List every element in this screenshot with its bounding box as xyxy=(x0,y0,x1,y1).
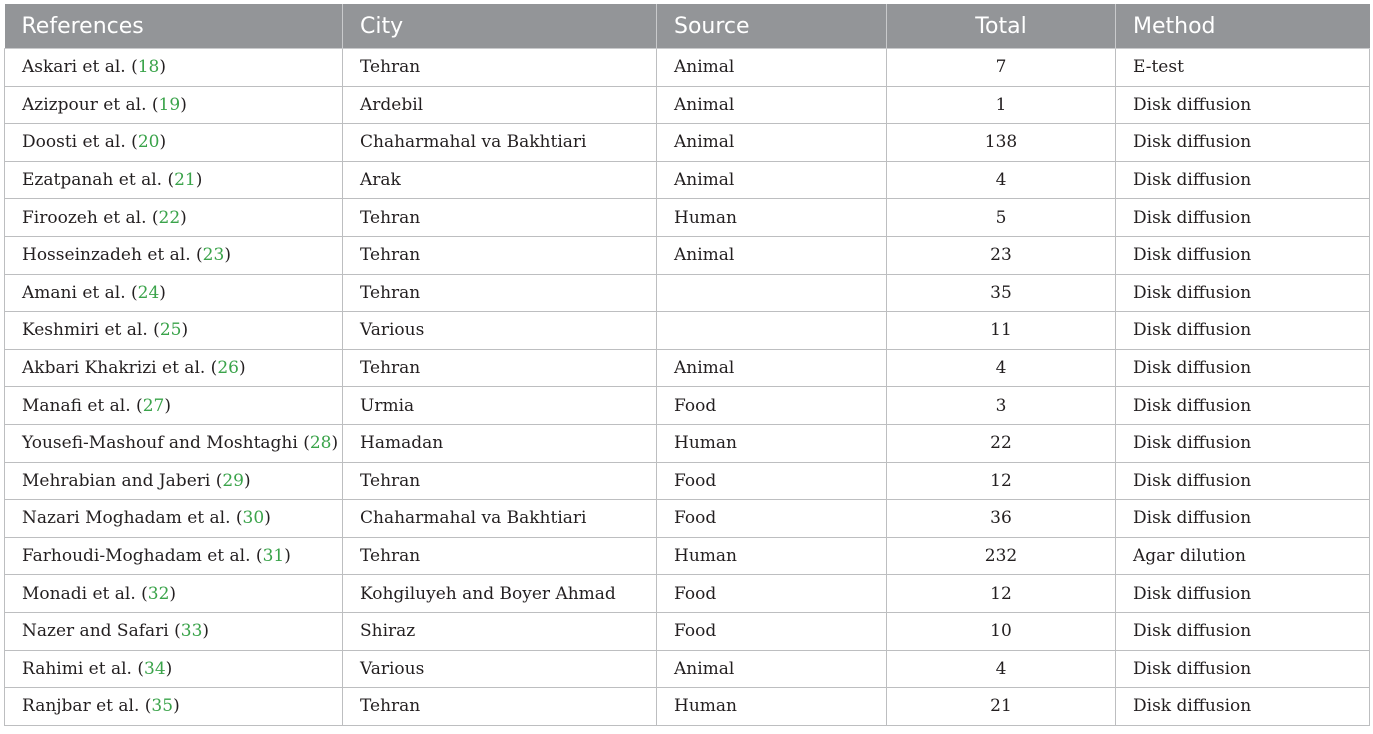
cell-total: 35 xyxy=(887,274,1116,312)
table-row xyxy=(5,462,1370,500)
cell-method: Disk diffusion xyxy=(1116,349,1370,387)
cell-total: 5 xyxy=(887,199,1116,237)
cell-total: 1 xyxy=(887,86,1116,124)
reference-citation-link[interactable]: 23 xyxy=(202,245,225,266)
studies-table xyxy=(4,4,1370,726)
cell-total: 232 xyxy=(887,537,1116,575)
cell-method: Disk diffusion xyxy=(1116,236,1370,274)
reference-author: Manafi et al. xyxy=(22,395,131,416)
cell-total: 7 xyxy=(887,49,1116,87)
cell-reference: Doosti et al. (20) xyxy=(5,124,343,162)
reference-author: Nazer and Safari xyxy=(22,621,169,642)
cell-method: Disk diffusion xyxy=(1116,500,1370,538)
cell-city: Tehran xyxy=(343,49,657,87)
cell-reference: Askari et al. (18) xyxy=(5,49,343,87)
cell-city: Tehran xyxy=(343,537,657,575)
cell-city: Tehran xyxy=(343,688,657,726)
cell-source: Animal xyxy=(657,650,887,688)
cell-method: Agar dilution xyxy=(1116,537,1370,575)
table-header-row xyxy=(5,4,1370,49)
cell-source: Food xyxy=(657,575,887,613)
cell-reference: Keshmiri et al. (25) xyxy=(5,312,343,350)
reference-author: Mehrabian and Jaberi xyxy=(22,470,211,491)
table-row xyxy=(5,575,1370,613)
table-row xyxy=(5,500,1370,538)
cell-city: Chaharmahal va Bakhtiari xyxy=(343,124,657,162)
cell-city: Chaharmahal va Bakhtiari xyxy=(343,500,657,538)
cell-city: Various xyxy=(343,312,657,350)
reference-author: Firoozeh et al. xyxy=(22,207,147,228)
cell-city: Tehran xyxy=(343,274,657,312)
table-row xyxy=(5,86,1370,124)
cell-method: Disk diffusion xyxy=(1116,199,1370,237)
table-row xyxy=(5,650,1370,688)
table-row xyxy=(5,49,1370,87)
reference-citation-link[interactable]: 26 xyxy=(217,358,239,379)
cell-city: Tehran xyxy=(343,236,657,274)
cell-method: Disk diffusion xyxy=(1116,650,1370,688)
cell-source: Human xyxy=(657,537,887,575)
cell-reference: Firoozeh et al. (22) xyxy=(5,199,343,237)
reference-citation-link[interactable]: 32 xyxy=(147,583,170,604)
table-row xyxy=(5,161,1370,199)
reference-citation-link[interactable]: 24 xyxy=(137,282,160,303)
reference-author: Keshmiri et al. xyxy=(22,320,148,341)
table-row xyxy=(5,424,1370,462)
reference-author: Azizpour et al. xyxy=(22,94,147,115)
reference-citation-link[interactable]: 33 xyxy=(180,621,203,642)
cell-method: Disk diffusion xyxy=(1116,575,1370,613)
cell-reference: Hosseinzadeh et al. (23) xyxy=(5,236,343,274)
cell-total: 23 xyxy=(887,236,1116,274)
studies-table-container xyxy=(4,4,1369,726)
reference-author: Askari et al. xyxy=(22,57,126,78)
cell-reference: Akbari Khakrizi et al. (26) xyxy=(5,349,343,387)
cell-total: 12 xyxy=(887,462,1116,500)
reference-citation-link[interactable]: 18 xyxy=(137,57,160,78)
cell-reference: Nazari Moghadam et al. (30) xyxy=(5,500,343,538)
cell-city: Shiraz xyxy=(343,612,657,650)
cell-method: Disk diffusion xyxy=(1116,274,1370,312)
reference-author: Doosti et al. xyxy=(22,132,126,153)
reference-citation-link[interactable]: 22 xyxy=(158,207,181,228)
cell-reference: Farhoudi-Moghadam et al. (31) xyxy=(5,537,343,575)
cell-method: Disk diffusion xyxy=(1116,612,1370,650)
cell-source: Human xyxy=(657,688,887,726)
table-body xyxy=(5,49,1370,726)
cell-total: 4 xyxy=(887,650,1116,688)
cell-total: 11 xyxy=(887,312,1116,350)
cell-reference: Nazer and Safari (33) xyxy=(5,612,343,650)
cell-method: Disk diffusion xyxy=(1116,312,1370,350)
cell-city: Kohgiluyeh and Boyer Ahmad xyxy=(343,575,657,613)
cell-method: E-test xyxy=(1116,49,1370,87)
cell-city: Tehran xyxy=(343,462,657,500)
cell-total: 4 xyxy=(887,349,1116,387)
reference-citation-link[interactable]: 21 xyxy=(174,170,196,191)
reference-author: Akbari Khakrizi et al. xyxy=(22,358,206,379)
reference-citation-link[interactable]: 30 xyxy=(242,508,265,529)
reference-author: Ezatpanah et al. xyxy=(22,170,163,191)
cell-source: Food xyxy=(657,387,887,425)
reference-citation-link[interactable]: 27 xyxy=(142,395,165,416)
cell-city: Hamadan xyxy=(343,424,657,462)
reference-author: Farhoudi-Moghadam et al. xyxy=(22,546,251,567)
cell-source: Food xyxy=(657,500,887,538)
reference-citation-link[interactable]: 19 xyxy=(158,94,181,115)
table-row xyxy=(5,199,1370,237)
cell-city: Tehran xyxy=(343,349,657,387)
cell-total: 10 xyxy=(887,612,1116,650)
column-header-method: Method xyxy=(1116,4,1370,49)
cell-source: Food xyxy=(657,462,887,500)
cell-reference: Rahimi et al. (34) xyxy=(5,650,343,688)
table-row xyxy=(5,537,1370,575)
cell-method: Disk diffusion xyxy=(1116,86,1370,124)
cell-total: 36 xyxy=(887,500,1116,538)
table-row xyxy=(5,312,1370,350)
cell-reference: Monadi et al. (32) xyxy=(5,575,343,613)
reference-author: Yousefi-Mashouf and Moshtaghi xyxy=(22,433,298,454)
cell-method: Disk diffusion xyxy=(1116,462,1370,500)
cell-reference: Amani et al. (24) xyxy=(5,274,343,312)
table-row xyxy=(5,274,1370,312)
cell-source: Animal xyxy=(657,161,887,199)
cell-reference: Ranjbar et al. (35) xyxy=(5,688,343,726)
reference-citation-link[interactable]: 28 xyxy=(309,433,332,454)
cell-reference: Azizpour et al. (19) xyxy=(5,86,343,124)
cell-source: Animal xyxy=(657,49,887,87)
cell-city: Ardebil xyxy=(343,86,657,124)
column-header-source: Source xyxy=(657,4,887,49)
table-row xyxy=(5,349,1370,387)
cell-method: Disk diffusion xyxy=(1116,688,1370,726)
table-row xyxy=(5,688,1370,726)
cell-source: Animal xyxy=(657,124,887,162)
cell-city: Various xyxy=(343,650,657,688)
reference-author: Nazari Moghadam et al. xyxy=(22,508,231,529)
cell-source: Human xyxy=(657,199,887,237)
cell-method: Disk diffusion xyxy=(1116,124,1370,162)
cell-total: 3 xyxy=(887,387,1116,425)
reference-citation-link[interactable]: 29 xyxy=(222,470,244,491)
cell-city: Urmia xyxy=(343,387,657,425)
column-header-city: City xyxy=(343,4,657,49)
cell-reference: Ezatpanah et al. (21) xyxy=(5,161,343,199)
cell-source xyxy=(657,274,887,312)
cell-total: 21 xyxy=(887,688,1116,726)
reference-citation-link[interactable]: 20 xyxy=(137,132,160,153)
reference-author: Rahimi et al. xyxy=(22,658,132,679)
cell-total: 4 xyxy=(887,161,1116,199)
cell-source: Animal xyxy=(657,349,887,387)
cell-method: Disk diffusion xyxy=(1116,161,1370,199)
column-header-references: References xyxy=(5,4,343,49)
cell-city: Arak xyxy=(343,161,657,199)
cell-total: 138 xyxy=(887,124,1116,162)
cell-source: Animal xyxy=(657,236,887,274)
cell-source xyxy=(657,312,887,350)
reference-author: Hosseinzadeh et al. xyxy=(22,245,191,266)
cell-source: Animal xyxy=(657,86,887,124)
table-row xyxy=(5,387,1370,425)
reference-author: Monadi et al. xyxy=(22,583,136,604)
reference-citation-link[interactable]: 35 xyxy=(151,696,174,717)
reference-author: Ranjbar et al. xyxy=(22,696,140,717)
cell-source: Human xyxy=(657,424,887,462)
cell-method: Disk diffusion xyxy=(1116,387,1370,425)
column-header-total: Total xyxy=(887,4,1116,49)
cell-method: Disk diffusion xyxy=(1116,424,1370,462)
reference-citation-link[interactable]: 25 xyxy=(159,320,182,341)
cell-source: Food xyxy=(657,612,887,650)
cell-reference: Yousefi-Mashouf and Moshtaghi (28) xyxy=(5,424,343,462)
cell-total: 22 xyxy=(887,424,1116,462)
table-row xyxy=(5,612,1370,650)
cell-total: 12 xyxy=(887,575,1116,613)
reference-author: Amani et al. xyxy=(22,282,126,303)
cell-city: Tehran xyxy=(343,199,657,237)
table-row xyxy=(5,124,1370,162)
cell-reference: Manafi et al. (27) xyxy=(5,387,343,425)
reference-citation-link[interactable]: 34 xyxy=(144,658,166,679)
reference-citation-link[interactable]: 31 xyxy=(262,546,285,567)
cell-reference: Mehrabian and Jaberi (29) xyxy=(5,462,343,500)
table-row xyxy=(5,236,1370,274)
